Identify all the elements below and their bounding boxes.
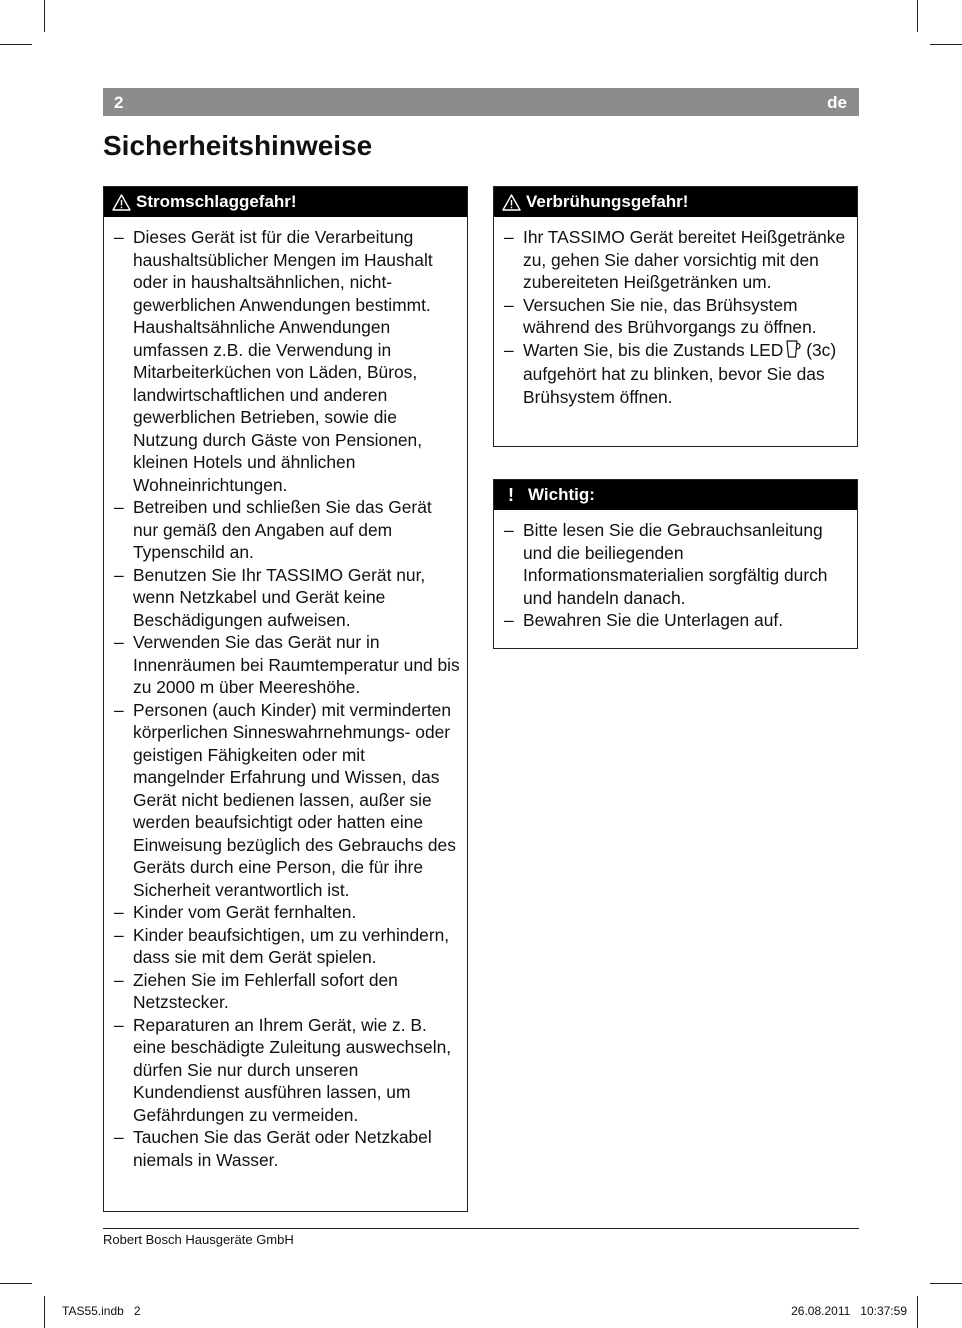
list-item: – Personen (auch Kinder) mit verminderten körperlichen Sinneswahrnehmungs- oder geistigen Fähigkeiten oder mit mangelnder Erfahrung und Wissen, das Gerät nicht bedienen lassen, außer sie werden beaufsichtigt oder hatten eine Einweisung bezüglich des Gebrauchs des Geräts durch eine Person, die für ihre Sicherheit verantwortlich ist.	[104, 699, 461, 902]
wichtig-heading: Wichtig:	[528, 485, 595, 504]
list-item: – Kinder beaufsichtigen, um zu verhindern, dass sie mit dem Gerät spielen.	[104, 924, 461, 969]
wichtig-list	[494, 510, 857, 632]
list-item: – Reparaturen an Ihrem Gerät, wie z. B. eine beschädigte Zuleitung auswechseln, dürfen Sie nur durch unseren Kundendienst ausführen lassen, um Gefährdungen zu vermeiden.	[104, 1014, 461, 1127]
list-item: – Dieses Gerät ist für die Verarbeitung haushaltsüblicher Mengen im Haushalt oder in haushaltsähnlichen, nicht-gewerblichen Anwendungen bestimmt. Haushaltsähnliche Anwendungen umfassen z.B. die Verwendung in Mitarbeiterküchen von Läden, Büros, landwirtschaftlichen und anderen gewerblichen Betrieben, sowie die Nutzung durch Gäste von Pensionen, kleinen Hotels und ähnlichen Wohneinrichtungen.	[104, 226, 461, 496]
crop-mark	[44, 0, 45, 32]
warning-triangle-icon	[111, 193, 131, 211]
list-item: – Ihr TASSIMO Gerät bereitet Heißgetränke zu, gehen Sie daher vorsichtig mit den zubereiteten Heißgetränken um.	[494, 226, 851, 294]
verbruehung-heading-bar	[494, 187, 857, 217]
page-number: 2	[114, 93, 124, 112]
list-item: – Tauchen Sie das Gerät oder Netzkabel niemals in Wasser.	[104, 1126, 461, 1171]
warning-triangle-icon	[501, 193, 521, 211]
led-sentence-start: Warten Sie, bis die Zustands LED	[523, 339, 784, 360]
stromschlag-heading: Stromschlaggefahr!	[136, 192, 297, 211]
list-item: – Ziehen Sie im Fehlerfall sofort den Netzstecker.	[104, 969, 461, 1014]
list-item: – Betreiben und schließen Sie das Gerät nur gemäß den Angaben auf dem Typenschild an.	[104, 496, 461, 564]
crop-mark	[930, 44, 962, 45]
crop-mark	[0, 44, 32, 45]
footer-company: Robert Bosch Hausgeräte GmbH	[103, 1232, 294, 1247]
stromschlag-heading-bar	[104, 187, 467, 217]
verbruehung-heading: Verbrühungsgefahr!	[526, 192, 689, 211]
footer-divider	[103, 1228, 859, 1229]
exclamation-icon: !	[508, 484, 514, 505]
cup-led-icon	[786, 340, 801, 364]
verbruehung-list	[494, 217, 857, 408]
list-item: – Verwenden Sie das Gerät nur in Innenräumen bei Raumtemperatur und bis zu 2000 m über Meereshöhe.	[104, 631, 461, 699]
led-sentence-end: (3c) aufgehört hat zu blinken, bevor Sie das Brühsystem öffnen.	[523, 339, 837, 407]
list-item: – Kinder vom Gerät fernhalten.	[104, 901, 461, 924]
crop-mark	[917, 1296, 918, 1328]
list-item: – Bitte lesen Sie die Gebrauchsanleitung und die beiliegenden Informationsmaterialien sorgfältig durch und handeln danach.	[494, 519, 851, 609]
crop-mark	[44, 1296, 45, 1328]
crop-mark	[917, 0, 918, 32]
print-slug-file: TAS55.indb 2	[62, 1304, 141, 1318]
stromschlag-list	[104, 217, 467, 1171]
print-slug-date: 26.08.2011 10:37:59	[791, 1304, 907, 1318]
list-item	[494, 339, 851, 409]
list-item: – Benutzen Sie Ihr TASSIMO Gerät nur, wenn Netzkabel und Gerät keine Beschädigungen aufweisen.	[104, 564, 461, 632]
page-header-bar	[103, 88, 859, 116]
page-title: Sicherheitshinweise	[103, 130, 373, 161]
language-code: de	[827, 93, 847, 112]
crop-mark	[930, 1283, 962, 1284]
crop-mark	[0, 1283, 32, 1284]
wichtig-heading-bar	[494, 480, 857, 510]
stromschlag-warning-box	[103, 186, 468, 1212]
list-item: – Versuchen Sie nie, das Brühsystem während des Brühvorgangs zu öffnen.	[494, 294, 851, 339]
verbruehung-warning-box	[493, 186, 858, 447]
wichtig-note-box	[493, 479, 858, 649]
list-item: – Bewahren Sie die Unterlagen auf.	[494, 609, 851, 632]
